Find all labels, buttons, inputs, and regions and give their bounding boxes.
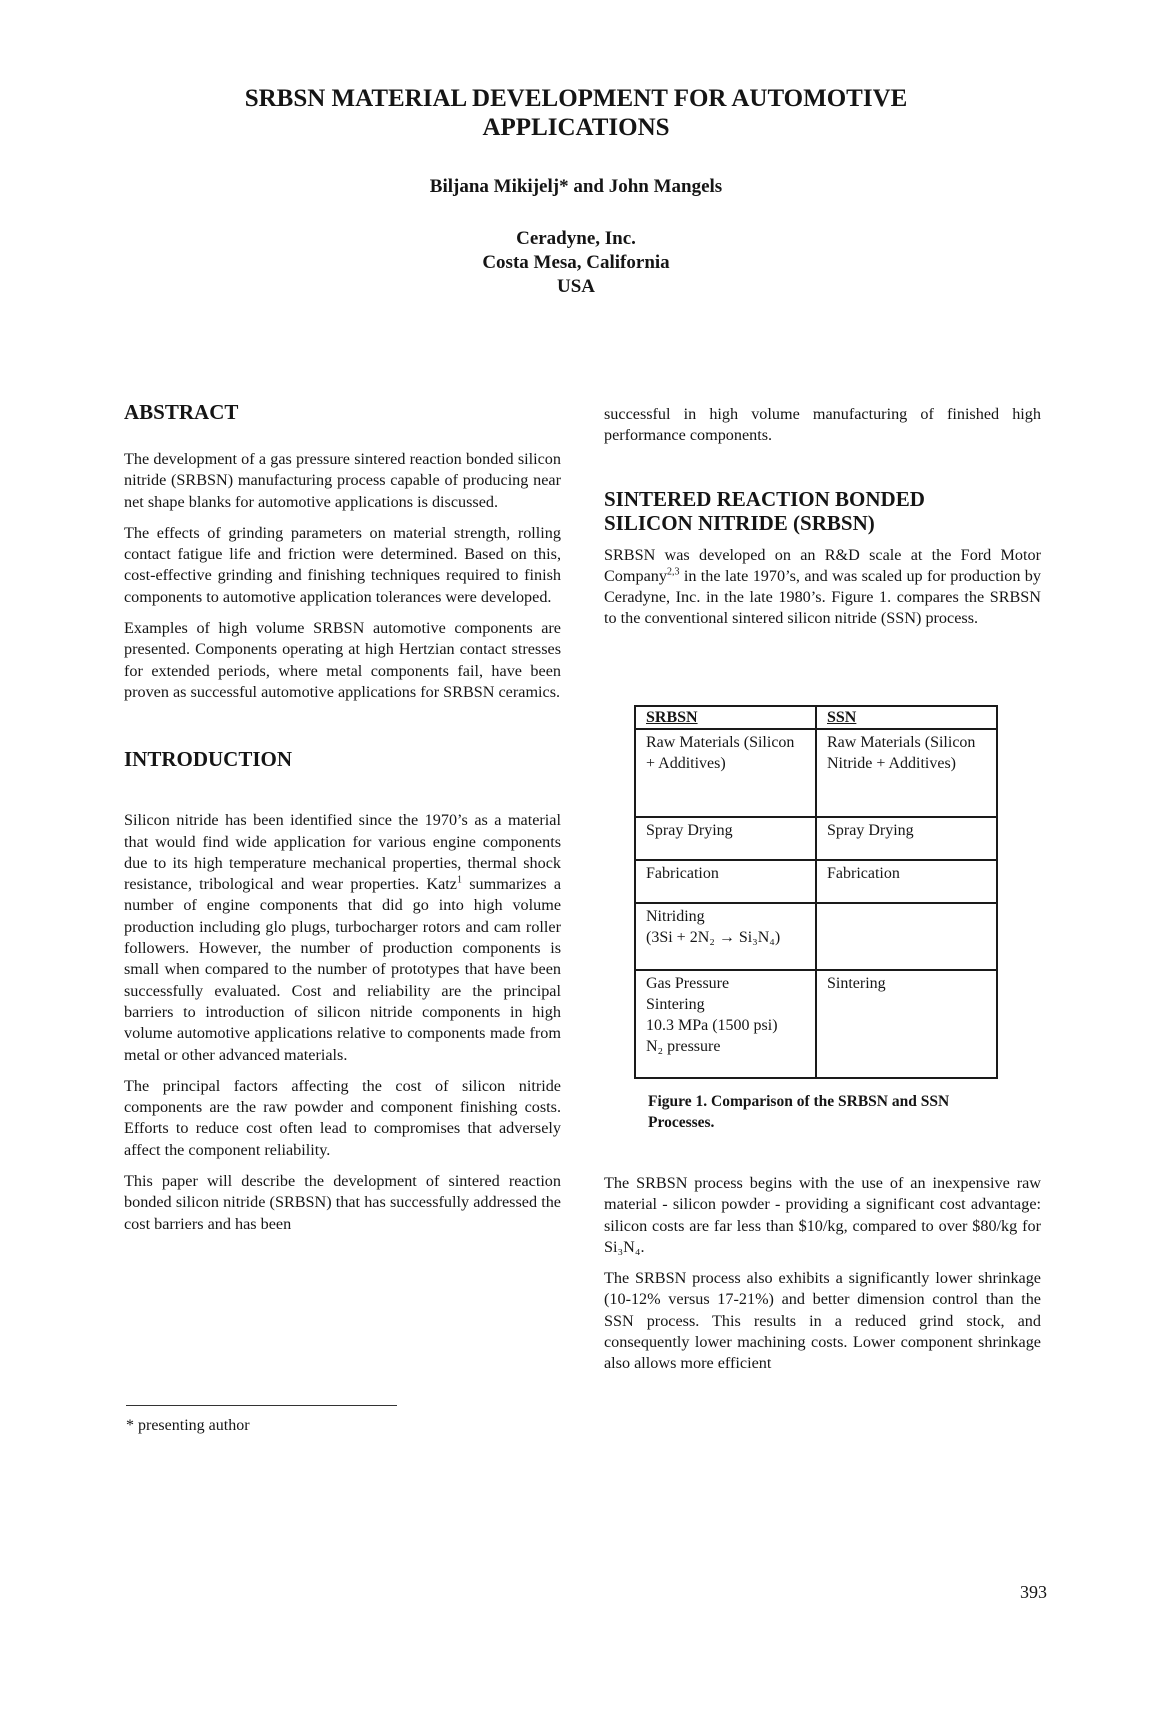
figure-caption: Figure 1. Comparison of the SRBSN and SSN Processes. [648,1093,950,1131]
abstract-paragraph-1: The development of a gas pressure sintered reaction bonded silicon nitride (SRBSN) manufacturing process capable of producing near net shape blanks for automotive applications is discussed. [124,450,561,511]
table-cell: Gas Pressure Sintering 10.3 MPa (1500 psi) N₂ pressure [635,970,816,1078]
page-number: 393 [1020,1582,1047,1602]
title-block [0,84,1152,299]
table-cell [816,903,997,970]
citation-1: 1 [456,874,462,886]
process-paragraph-2: The SRBSN process also exhibits a significantly lower shrinkage (10-12% versus 17-21%) and better dimension control than the SSN process. This results in a reduced grind stock, and consequently lower machining costs. Lower component shrinkage also allows more efficient [604,1269,1041,1373]
table-row [635,860,997,903]
abstract-paragraph-3: Examples of high volume SRBSN automotive components are presented. Components operating at high Hertzian contact stresses for extended periods, where metal components fail, have been proven as successful automotive applications for SRBSN ceramics. [124,619,561,701]
introduction-paragraph-3: This paper will describe the development of sintered reaction bonded silicon nitride (SRBSN) that has successfully addressed the cost barriers and has been [124,1172,561,1233]
process-comparison-table [634,705,998,1079]
table-cell: Nitriding (3Si + 2N₂ → Si₃N₄) [635,903,816,970]
table-row [635,970,997,1078]
introduction-heading: INTRODUCTION [124,747,293,772]
srbsn-section-heading: SINTERED REACTION BONDED SILICON NITRIDE (SRBSN) [604,486,925,535]
abstract-paragraph-2: The effects of grinding parameters on material strength, rolling contact fatigue life and friction were determined. Based on this, cost-effective grinding and finishing techniques required to finish components to automotive application tolerances were developed. [124,523,561,606]
table-header-ssn: SSN [816,706,997,729]
footnote: * presenting author [126,1417,250,1434]
table-header-srbsn: SRBSN [635,706,816,729]
affiliation-country: USA [556,276,595,297]
paper-title-line-1: SRBSN MATERIAL DEVELOPMENT FOR AUTOMOTIVE [244,85,908,112]
introduction-paragraph-3-continued: successful in high volume manufacturing of finished high performance components. [604,405,1041,445]
authors: Biljana Mikijelj* and John Mangels [429,176,723,197]
table-row [635,903,997,970]
table-cell: Fabrication [816,860,997,903]
srbsn-paragraph-1: SRBSN was developed on an R&D scale at the Ford Motor Company$^{2,3}$ in the late 1970’s, and was scaled up for production by Ceradyne, Inc. in the late 1980’s. Figure 1. compares the SRBSN to the conventional sintered silicon nitride (SSN) process. [604,545,1041,628]
table-cell: Sintering [816,970,997,1078]
left-column [124,400,561,1235]
affiliation-city: Costa Mesa, California [482,252,670,273]
table-row [635,817,997,860]
citation-2-3: 2,3 [666,566,680,578]
table-cell: Raw Materials (Silicon Nitride + Additives) [816,729,997,817]
footnote-divider [126,1405,397,1406]
table-cell: Fabrication [635,860,816,903]
table-cell: Spray Drying [635,817,816,860]
introduction-paragraph-2: The principal factors affecting the cost of silicon nitride components are the raw powder and component finishing costs. Efforts to reduce cost often lead to compromises that adversely affect the component reliability. [124,1076,561,1159]
table-cell: Raw Materials (Silicon + Additives) [635,729,816,817]
affiliation-company: Ceradyne, Inc. [516,228,636,249]
right-column-lower [604,1173,1041,1375]
table-row [635,729,997,817]
introduction-paragraph-1: Silicon nitride has been identified since the 1970’s as a material that would find wide application for various engine components due to its high temperature mechanical properties, thermal shock resistance, tribological and wear properties. Katz$^1$ summarizes a number of engine components that did go into high volume production including glo plugs, turbocharger rotors and cam roller followers. However, the number of production components is small when compared to the number of prototypes that have been successfully evaluated. Cost and reliability are the principal barriers to introduction of silicon nitride components in high volume automotive applications relative to components made from metal or other advanced materials. [124,811,561,1064]
table-header-row [635,706,997,729]
abstract-heading: ABSTRACT [124,400,239,424]
paper-title-line-2: APPLICATIONS [482,114,670,141]
right-column [604,404,1041,630]
affiliation [0,227,1152,299]
process-paragraph-1: The SRBSN process begins with the use of an inexpensive raw material - silicon powder - providing a significant cost advantage: silicon costs are far less than $10/kg, compared to over $80/kg for Si₃N₄. [604,1174,1041,1256]
table-cell: Spray Drying [816,817,997,860]
